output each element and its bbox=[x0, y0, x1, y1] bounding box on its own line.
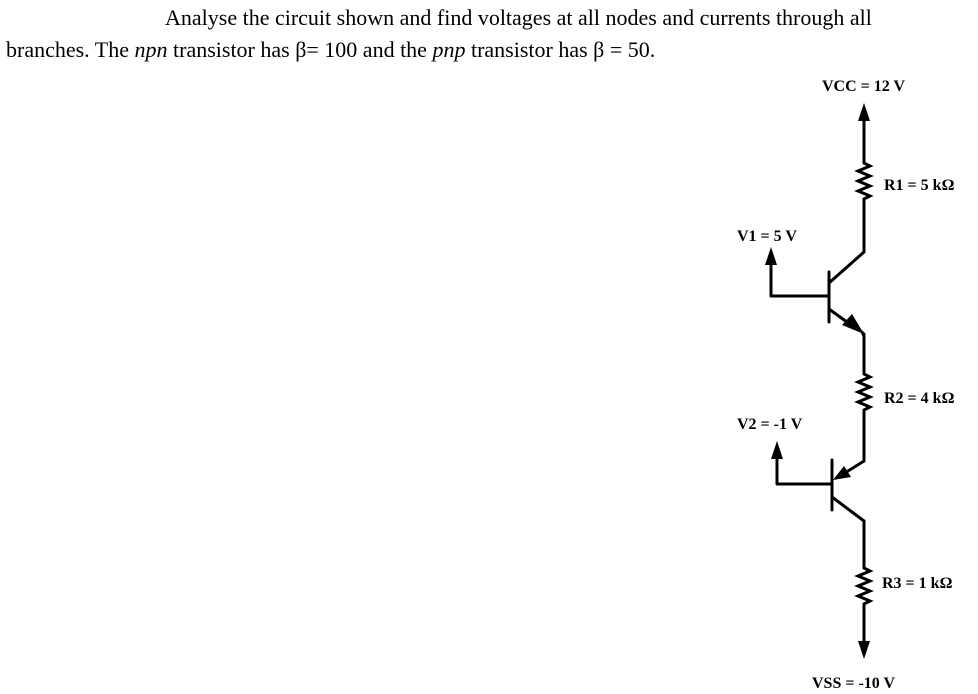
problem-line-2-part-2: transistor has β= 100 and the bbox=[167, 37, 433, 62]
r1-label: R1 = 5 kΩ bbox=[884, 177, 955, 194]
problem-line-2-part-3: transistor has β = 50. bbox=[465, 37, 656, 62]
vcc-label: VCC = 12 V bbox=[822, 78, 906, 95]
resistor-r3 bbox=[858, 568, 870, 604]
resistor-r1 bbox=[858, 163, 870, 199]
npn-transistor-q1 bbox=[829, 252, 864, 334]
vss-arrow bbox=[858, 641, 870, 659]
q1-collector-lead bbox=[829, 252, 864, 283]
npn-term: npn bbox=[134, 37, 168, 62]
v2-label: V2 = -1 V bbox=[737, 416, 803, 433]
pnp-transistor-q2 bbox=[832, 460, 864, 521]
q2-emitter-arrow bbox=[833, 466, 851, 480]
problem-line-2-part-1: branches. The bbox=[6, 37, 135, 62]
r2-label: R2 = 4 kΩ bbox=[884, 390, 955, 407]
q2-emitter-lead bbox=[848, 461, 864, 471]
v2-base-wire bbox=[777, 456, 832, 484]
q2-collector-lead bbox=[832, 497, 864, 521]
vss-label: VSS = -10 V bbox=[812, 675, 896, 692]
v1-base-wire bbox=[771, 262, 829, 296]
v1-label: V1 = 5 V bbox=[737, 228, 797, 245]
q1-emitter-arrow bbox=[842, 314, 864, 334]
r3-label: R3 = 1 kΩ bbox=[882, 575, 953, 592]
resistor-r2 bbox=[858, 374, 870, 410]
problem-line-1: Analyse the circuit shown and find voltages at all nodes and currents through all bbox=[165, 5, 872, 30]
pnp-term: pnp bbox=[432, 37, 466, 62]
